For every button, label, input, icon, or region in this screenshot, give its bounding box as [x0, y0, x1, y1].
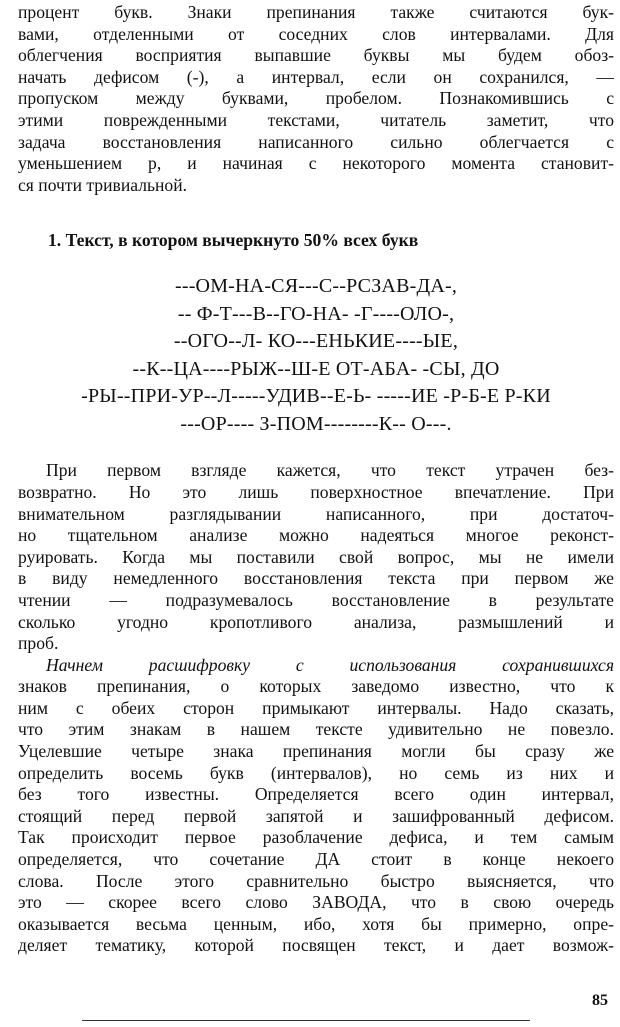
- cipher-line: ---ОМ-НА-СЯ---С--РСЗАВ-ДА-,: [174, 275, 458, 298]
- text-line: этими поврежденными текстами, читатель заметит, что: [18, 109, 614, 130]
- text-line: ним с обеих сторон примыкают интервалы. Надо сказать,: [18, 697, 614, 718]
- text-line: определить восемь букв (интервалов), но семь из них и: [18, 762, 614, 783]
- text-line: без того известны. Определяется всего один интервал,: [18, 784, 614, 805]
- text-line: возвратно. Но это лишь поверхностное впечатление. При: [18, 481, 614, 502]
- cipher-line: --ОГО--Л- КО---ЕНЬКИЕ----ЫЕ,: [173, 330, 459, 353]
- cipher-line: ---ОР---- З-ПОМ--------К-- О---.: [180, 412, 452, 435]
- text-line: вами, отделенными от соседних слов интервалами. Для: [18, 23, 614, 44]
- text-line-italic: [18, 655, 614, 677]
- section-heading: 1. Текст, в котором вычеркнуто 50% всех букв: [48, 230, 419, 251]
- text-line: пропуском между буквами, пробелом. Познакомившись с: [18, 88, 614, 109]
- text-line: процент букв. Знаки препинания также считаются бук-: [18, 2, 614, 22]
- text-line: уменьшением p, и начиная с некоторого момента становит-: [18, 153, 614, 174]
- text-line: руировать. Когда мы поставили свой вопрос, мы не имели: [18, 546, 614, 567]
- paragraph-first-glance: [18, 460, 614, 654]
- text-line: ся почти тривиальной.: [18, 174, 188, 195]
- text-line: но тщательном анализе можно надеяться многое реконст-: [18, 525, 614, 546]
- text-line: что этим знакам в нашем тексте удивительно не повезло.: [18, 719, 614, 740]
- paragraph-decoding: [18, 655, 614, 957]
- footer-rule: [82, 1020, 530, 1021]
- cipher-line: -- Ф-Т---В--ГО-НА- -Г----ОЛО-,: [177, 302, 455, 325]
- book-page: [18, 2, 614, 957]
- text-line: внимательном разглядывании написанного, при достаточ-: [18, 503, 614, 524]
- cipher-line: -РЫ--ПРИ-УР--Л-----УДИВ--Е-Ь- -----ИЕ -Р-Б-Е Р-КИ: [81, 385, 551, 408]
- text-line: При первом взгляде кажется, что текст утрачен без-: [46, 460, 614, 481]
- text-line: задача восстановления написанного сильно облегчается с: [18, 131, 614, 152]
- italic-phrase: Начнем расшифровку с использования сохранившихся: [46, 654, 614, 675]
- text-line: облегчения восприятия выпавшие буквы мы будем обоз-: [18, 45, 614, 66]
- text-line: оказывается весьма ценным, ибо, хотя бы примерно, опре-: [18, 913, 614, 934]
- page-number: 85: [592, 992, 608, 1009]
- text-line: слова. После этого сравнительно быстро выясняется, что: [18, 870, 614, 891]
- text-line: определяется, что сочетание ДА стоит в конце некоего: [18, 849, 614, 870]
- intro-paragraph: [18, 2, 614, 196]
- text-line: деляет тематику, которой посвящен текст, и дает возмож-: [18, 935, 614, 956]
- text-line: начать дефисом (-), а интервал, если он сохранился, —: [18, 66, 614, 87]
- text-line: сколько угодно кропотливого анализа, размышлений и: [18, 611, 614, 632]
- text-line: Так происходит первое разоблачение дефиса, и тем самым: [18, 827, 614, 848]
- text-line: проб.: [18, 633, 59, 654]
- cipher-line: --К--ЦА----РЫЖ--Ш-Е ОТ-АБА- -СЫ, ДО: [132, 357, 500, 380]
- text-line: это — скорее всего слово ЗАВОДА, что в свою очередь: [18, 892, 614, 913]
- text-line: Уцелевшие четыре знака препинания могли бы сразу же: [18, 741, 614, 762]
- text-line: в виду немедленного восстановления текста при первом же: [18, 568, 614, 589]
- text-line: знаков препинания, о которых заведомо известно, что к: [18, 676, 614, 697]
- text-line: чтении — подразумевалось восстановление в результате: [18, 589, 614, 610]
- cipher-text-block: [18, 273, 614, 438]
- text-line: стоящий перед первой запятой и зашифрованный дефисом.: [18, 805, 614, 826]
